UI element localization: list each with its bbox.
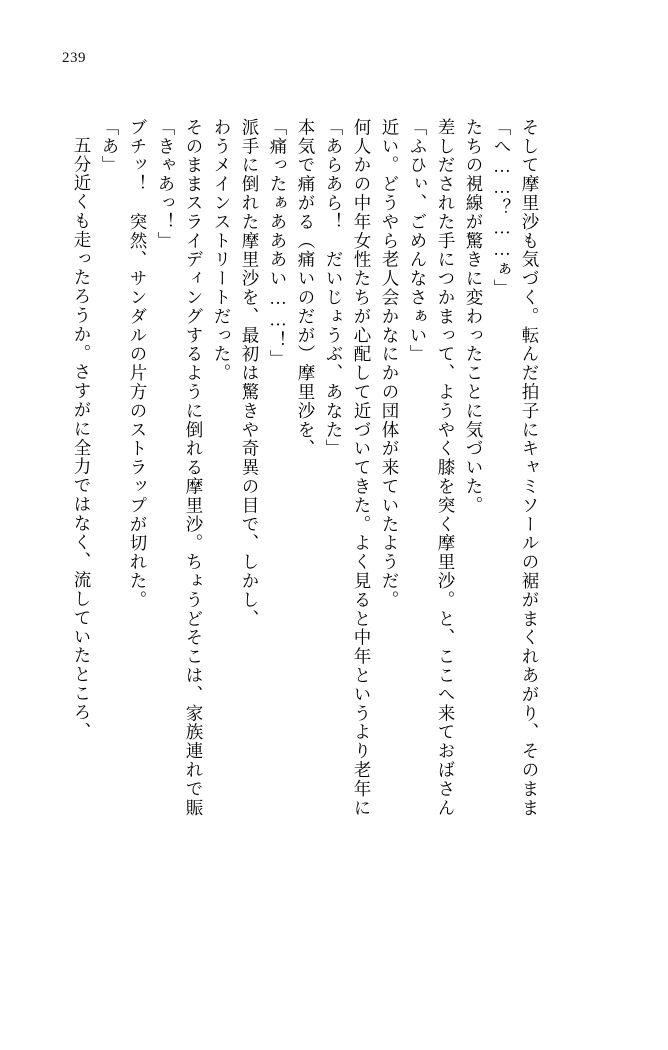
text-column: 「あ」 xyxy=(100,118,120,175)
text-column: わうメインストリートだった。 xyxy=(212,118,232,383)
text-column: たちの視線が驚きに変わったことに気づいた。 xyxy=(464,118,484,515)
text-column: そして摩里沙も気づく。転んだ拍子にキャミソールの裾がまくれあがり、そのまま xyxy=(520,118,540,818)
text-column: 近い。どうやら老人会かなにかの団体が来ていたようだ。 xyxy=(380,118,400,610)
text-column: 「へ……？……ぁ」 xyxy=(492,118,512,299)
text-column: ブチッ！ 突然、サンダルの片方のストラップが切れた。 xyxy=(128,118,148,610)
text-column: 「あらあら！ だいじょうぶ、あなた」 xyxy=(324,118,344,459)
text-column: 何人かの中年女性たちが心配して近づいてきた。よく見ると中年というより老年に xyxy=(352,118,372,818)
text-column: 本気で痛がる（痛いのだが）摩里沙を、 xyxy=(296,118,316,459)
text-column: 派手に倒れた摩里沙を、最初は驚きや奇異の目で、しかし、 xyxy=(240,118,260,629)
text-column: 「ふひぃ、ごめんなさぁい」 xyxy=(408,118,428,364)
text-column: 「痛ったぁあああい……！」 xyxy=(268,118,288,369)
text-column: 五分近くも走ったろうか。さすがに全力ではなく、流していたところ、 xyxy=(72,136,92,741)
text-column: 差しだされた手につかまって、ようやく膝を突く摩里沙。と、ここへ来ておばさん xyxy=(436,118,456,818)
page-number: 239 xyxy=(62,50,86,66)
vertical-text-body xyxy=(62,118,622,1018)
text-column: そのままスライディングするように倒れる摩里沙。ちょうどそこは、家族連れで賑 xyxy=(184,118,204,818)
text-column: 「きゃあっ！」 xyxy=(156,118,176,251)
